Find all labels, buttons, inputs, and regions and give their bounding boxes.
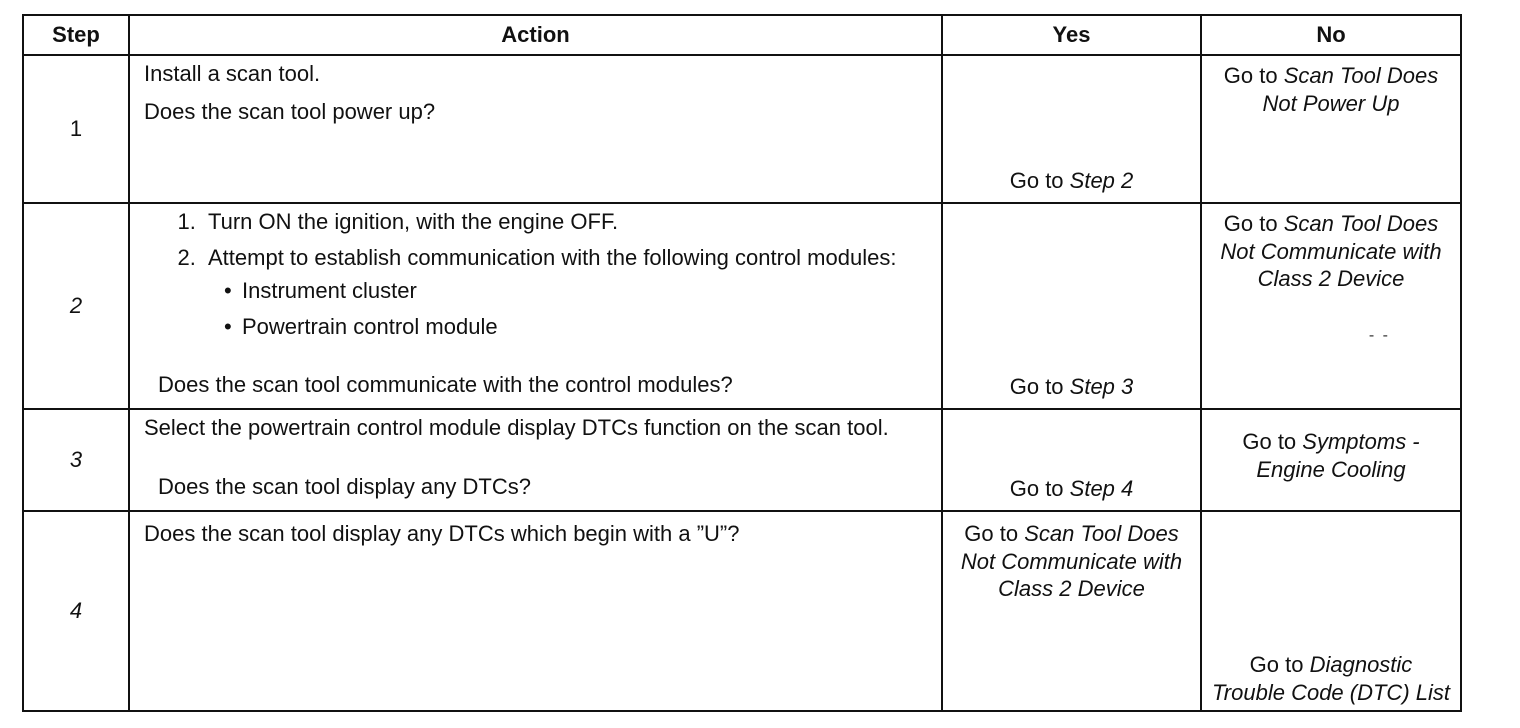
yes-cell bbox=[942, 55, 1201, 203]
module-item: • Instrument cluster bbox=[236, 277, 927, 305]
module-item: • Powertrain control module bbox=[236, 313, 927, 341]
table-row bbox=[23, 203, 1461, 409]
header-row bbox=[23, 15, 1461, 55]
no-cell bbox=[1201, 203, 1461, 409]
header-yes: Yes bbox=[942, 15, 1201, 55]
action-question: Does the scan tool communicate with the control modules? bbox=[158, 371, 733, 397]
action-cell bbox=[129, 55, 942, 203]
yes-cell bbox=[942, 203, 1201, 409]
numbered-step bbox=[202, 208, 927, 236]
step-number: 2 bbox=[23, 203, 129, 409]
action-line: Install a scan tool. bbox=[144, 61, 321, 86]
yes-prefix: Go to bbox=[1009, 373, 1070, 399]
table-row bbox=[23, 409, 1461, 511]
yes-cell bbox=[942, 409, 1201, 511]
no-link[interactable]: Symptoms - Engine Cooling bbox=[1256, 429, 1420, 482]
step-number: 1 bbox=[23, 55, 129, 203]
yes-link[interactable]: Step 2 bbox=[1069, 167, 1134, 193]
yes-prefix: Go to bbox=[1009, 475, 1070, 501]
no-cell bbox=[1201, 511, 1461, 711]
no-cell bbox=[1201, 409, 1461, 511]
no-link[interactable]: Scan Tool Does Not Power Up bbox=[1262, 63, 1439, 116]
action-cell bbox=[129, 511, 942, 711]
action-question: Does the scan tool display any DTCs which begin with a ”U”? bbox=[144, 521, 740, 546]
diagnostic-table bbox=[22, 14, 1462, 712]
numbered-step-text: Turn ON the ignition, with the engine OFF. bbox=[208, 209, 619, 234]
no-prefix: Go to bbox=[1242, 429, 1303, 454]
step-number: 3 bbox=[23, 409, 129, 511]
header-step: Step bbox=[23, 15, 129, 55]
table-row bbox=[23, 55, 1461, 203]
action-question: Does the scan tool power up? bbox=[144, 98, 436, 124]
no-cell-inner bbox=[1212, 210, 1450, 404]
yes-prefix: Go to bbox=[1009, 167, 1070, 193]
yes-link[interactable]: Scan Tool Does Not Communicate with Class 2 Device bbox=[960, 521, 1183, 601]
action-cell bbox=[129, 409, 942, 511]
action-line: Select the powertrain control module display DTCs function on the scan tool. bbox=[144, 415, 889, 440]
yes-cell bbox=[942, 511, 1201, 711]
no-prefix: Go to bbox=[1223, 211, 1284, 236]
numbered-steps bbox=[144, 208, 927, 340]
action-cell bbox=[129, 203, 942, 409]
module-list bbox=[208, 277, 927, 340]
stray-mark: - - bbox=[1368, 327, 1390, 344]
action-cell-inner bbox=[144, 208, 927, 402]
diagnostic-table-container bbox=[22, 14, 1460, 712]
no-prefix: Go to bbox=[1249, 652, 1310, 677]
action-question: Does the scan tool display any DTCs? bbox=[158, 473, 531, 499]
action-cell-inner bbox=[144, 414, 927, 504]
yes-link[interactable]: Step 4 bbox=[1069, 475, 1134, 501]
yes-prefix: Go to bbox=[964, 521, 1025, 546]
yes-link[interactable]: Step 3 bbox=[1069, 373, 1134, 399]
step-number: 4 bbox=[23, 511, 129, 711]
numbered-step-text: Attempt to establish communication with the following control modules: bbox=[208, 244, 897, 270]
numbered-step bbox=[202, 244, 927, 341]
no-cell bbox=[1201, 55, 1461, 203]
header-no: No bbox=[1201, 15, 1461, 55]
table-row bbox=[23, 511, 1461, 711]
no-prefix: Go to bbox=[1223, 63, 1284, 88]
header-action: Action bbox=[129, 15, 942, 55]
no-link[interactable]: Scan Tool Does Not Communicate with Class 2 Device bbox=[1220, 211, 1442, 291]
no-link[interactable]: Diagnostic Trouble Code (DTC) List bbox=[1212, 652, 1450, 705]
